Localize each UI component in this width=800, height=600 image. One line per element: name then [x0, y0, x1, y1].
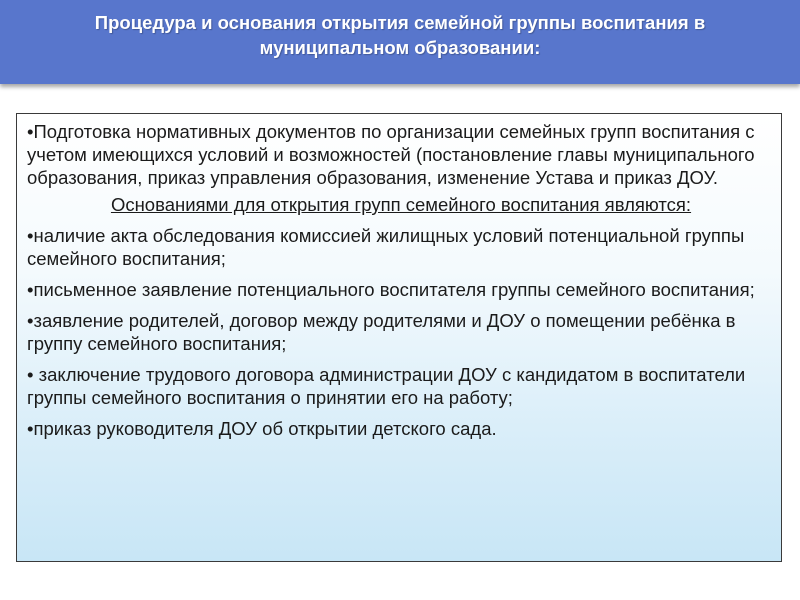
title-bar — [0, 0, 800, 84]
slide-title-line-2: муниципальном образовании: — [259, 37, 541, 58]
content-box — [16, 113, 782, 562]
bullet-item-parents-application: •заявление родителей, договор между родителями и ДОУ о помещении ребёнка в группу семейного воспитания; — [27, 310, 736, 354]
slide-title-line-1: Процедура и основания открытия семейной группы воспитания в — [94, 12, 706, 33]
bullet-item-educator-application: •письменное заявление потенциального воспитателя группы семейного воспитания; — [27, 279, 755, 300]
bullet-item-order: •приказ руководителя ДОУ об открытии детского сада. — [27, 418, 497, 439]
grounds-subheading: Основаниями для открытия групп семейного воспитания являются: — [110, 194, 692, 215]
slide-title — [0, 10, 800, 60]
bullet-item-act: •наличие акта обследования комиссией жилищных условий потенциальной группы семейного воспитания; — [27, 225, 745, 269]
intro-paragraph: •Подготовка нормативных документов по организации семейных групп воспитания с учетом имеющихся условий и возможностей (постановление главы муниципального образования, приказ управления образования, изменение Устава и приказ ДОУ. — [27, 121, 755, 188]
bullet-item-labor-contract: • заключение трудового договора администрации ДОУ с кандидатом в воспитатели группы семейного воспитания о принятии его на работу; — [27, 364, 746, 408]
text-block — [27, 120, 775, 448]
